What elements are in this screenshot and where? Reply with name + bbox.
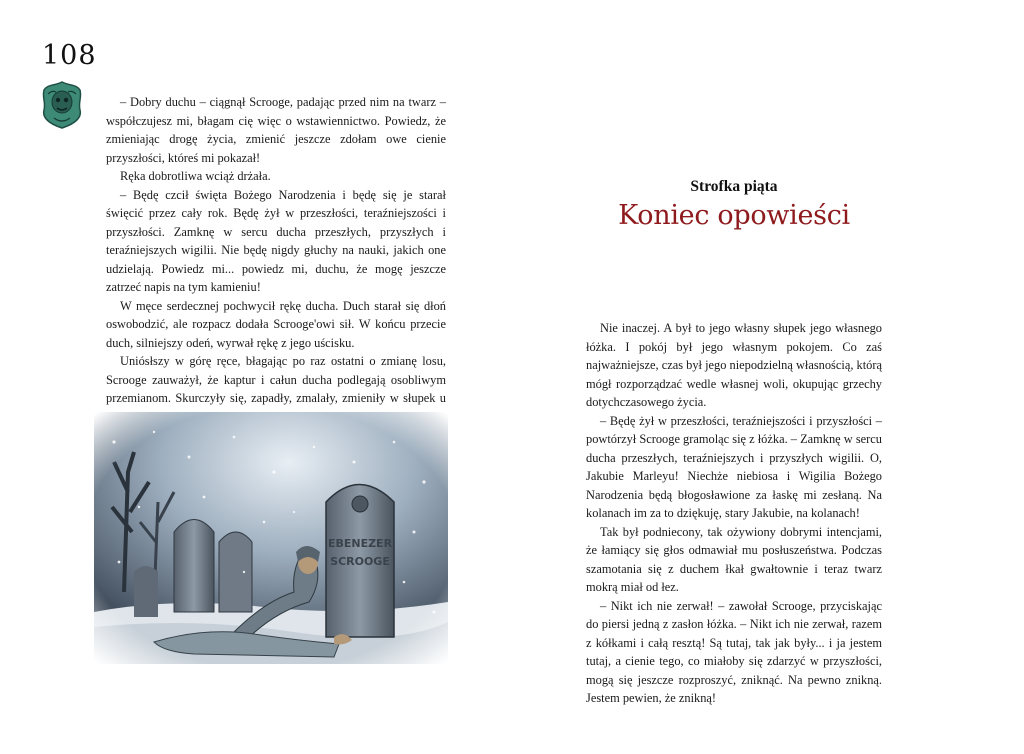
paragraph: Tak był podniecony, tak ożywiony dobrymi intencjami, że łamiący się głos odmawiał mu posłuszeństwa. Podczas szamotania się z duchem łkał gwałtownie i teraz twarz mokrą miał od łez. — [586, 524, 882, 594]
right-body-text — [586, 319, 882, 708]
scrooge-graveyard-illustration — [94, 412, 448, 664]
gothic-ornament-icon — [40, 80, 84, 130]
paragraph: Ręka dobrotliwa wciąż drżała. — [120, 169, 271, 183]
paragraph: – Będę czcił święta Bożego Narodzenia i będę się je starał święcić przez cały rok. Będę żył w przeszłości, teraźniejszości i przyszłości. Zamknę w sercu ducha przeszłych, przyszłych i teraźniejszych wigilii. Nie będę nigdy głuchy na nauki, jakich one udzielają. Powiedz mi... powiedz mi, duchu, że mogę jeszcze zatrzeć napis na tym kamieniu! — [106, 187, 446, 294]
paragraph: Uniósłszy w górę ręce, błagając po raz ostatni o zmianę losu, Scrooge zauważył, że kaptur i całun ducha podlegają osobliwym przemianom. Skurczyły się, zapadły, zmalały, zmieniły w słupek u — [106, 354, 446, 405]
paragraph: – Będę żył w przeszłości, teraźniejszości i przyszłości – powtórzył Scrooge gramoląc się z łóżka. – Zamknę w sercu ducha przeszłych, teraźniejszych i przyszłych wigilii. O, Jakubie Marleyu! Niechże niebiosa i Wigilia Bożego Narodzenia będą błogosławione za łaskę mi zesłaną. Na kolanach im za to dziękuję, stary Jakubie, na kolanach! — [586, 413, 882, 520]
paragraph: – Dobry duchu – ciągnął Scrooge, padając przed nim na twarz – współczujesz mi, błagam cię więc o wstawiennictwo. Powiedz, że zmieniając drogę życia, zmienić jeszcze zdołam owe cienie przyszłości, któreś mi pokazał! — [106, 95, 446, 165]
page-number: 108 — [42, 40, 97, 71]
chapter-heading — [586, 176, 882, 231]
chapter-title: Koniec opowieści — [618, 200, 850, 231]
paragraph: – Nikt ich nie zerwał! – zawołał Scrooge, przyciskając do piersi jedną z zasłon łóżka. – Nikt ich nie zerwał, razem z kółkami i całą resztą! Są tutaj, tak jak były... i ja jestem tutaj, a cienie tego, co miałoby się zdarzyć w przyszłości, mogą się jeszcze rozproszyć, zniknąć. Na pewno znikną. Jestem pewien, że znikną! — [586, 598, 882, 705]
paragraph: Nie inaczej. A był to jego własny słupek jego własnego łóżka. I pokój był jego własnym pokojem. Co zaś najważniejsze, czas był jego niepodzielną własnością, którą mógł rozporządzać wedle własnej woli, okupując grzechy dotychczasowego życia. — [586, 321, 882, 409]
chapter-subtitle: Strofka piąta — [690, 178, 778, 195]
left-body-text — [106, 93, 446, 426]
paragraph: W męce serdecznej pochwycił rękę ducha. Duch starał się dłoń oswobodzić, ale rozpacz dodała Scrooge'owi sił. W końcu przecie duch, silniejszy odeń, wyrwał rękę z jego uścisku. — [106, 298, 446, 350]
